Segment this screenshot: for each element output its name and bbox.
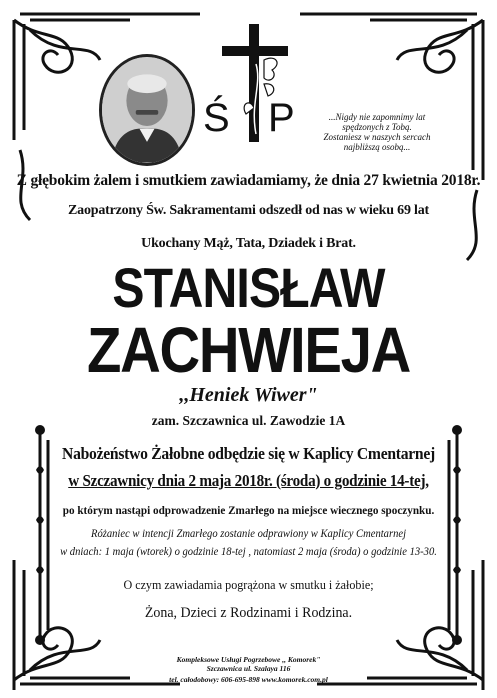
closing-line-2: Żona, Dzieci z Rodzinami i Rodzina. xyxy=(144,605,353,621)
portrait-photo xyxy=(99,54,195,166)
rosary-line-2: w dniach: 1 maja (wtorek) o godzinie 18-tej , natomiast 2 maja (środa) o godzinie 13-30. xyxy=(60,546,437,558)
initial-s: Ś xyxy=(203,96,230,140)
quote-line: ...Nigdy nie zapomnimy lat xyxy=(328,112,426,122)
announcement-line-2: Zaopatrzony Św. Sakramentami odszedł od nas w wieku 69 lat xyxy=(68,203,429,218)
ceremony-line-2 xyxy=(20,471,477,491)
memorial-quote xyxy=(302,112,452,152)
footer-contact: tel. całodobowy: 606-695-898 www.komorek.com.pl xyxy=(169,675,328,684)
deceased-address: zam. Szczawnica ul. Zawodzie 1A xyxy=(151,413,346,428)
rosary-line-1: Różaniec w intencji Zmarłego zostanie odprawiony w Kaplicy Cmentarnej xyxy=(90,528,407,540)
ceremony-line-3: po którym nastąpi odprowadzenie Zmarłego na miejsce wiecznego spoczynku. xyxy=(62,503,435,517)
ceremony-line-1: Nabożeństwo Żałobne odbędzie się w Kaplicy Cmentarnej xyxy=(62,444,435,463)
deceased-first-name: STANISŁAW xyxy=(112,256,385,319)
quote-line: najbliższą osobą... xyxy=(343,142,411,152)
footer-company: Kompleksowe Usługi Pogrzebowe ,, Komorek" xyxy=(176,655,321,664)
announcement-line-1: Z głębokim żalem i smutkiem zawiadamiamy, że dnia 27 kwietnia 2018r. xyxy=(16,172,481,189)
footer-address: Szczawnica ul. Szalaya 116 xyxy=(206,664,291,673)
initial-p: P xyxy=(268,96,295,140)
deceased-nickname: ,,Heniek Wiwer" xyxy=(179,384,318,406)
announcement-line-3: Ukochany Mąż, Tata, Dziadek i Brat. xyxy=(141,236,356,251)
ceremony-date-time: w Szczawnicy dnia 2 maja 2018r. (środa) o godzinie 14-tej, xyxy=(68,471,429,490)
quote-line: Zostaniesz w naszych sercach xyxy=(323,132,431,142)
sp-initials xyxy=(203,96,303,146)
quote-line: spędzonych z Tobą. xyxy=(342,122,412,132)
deceased-last-name: ZACHWIEJA xyxy=(87,314,410,386)
closing-line-1: O czym zawiadamia pogrążona w smutku i żałobie; xyxy=(123,577,374,592)
